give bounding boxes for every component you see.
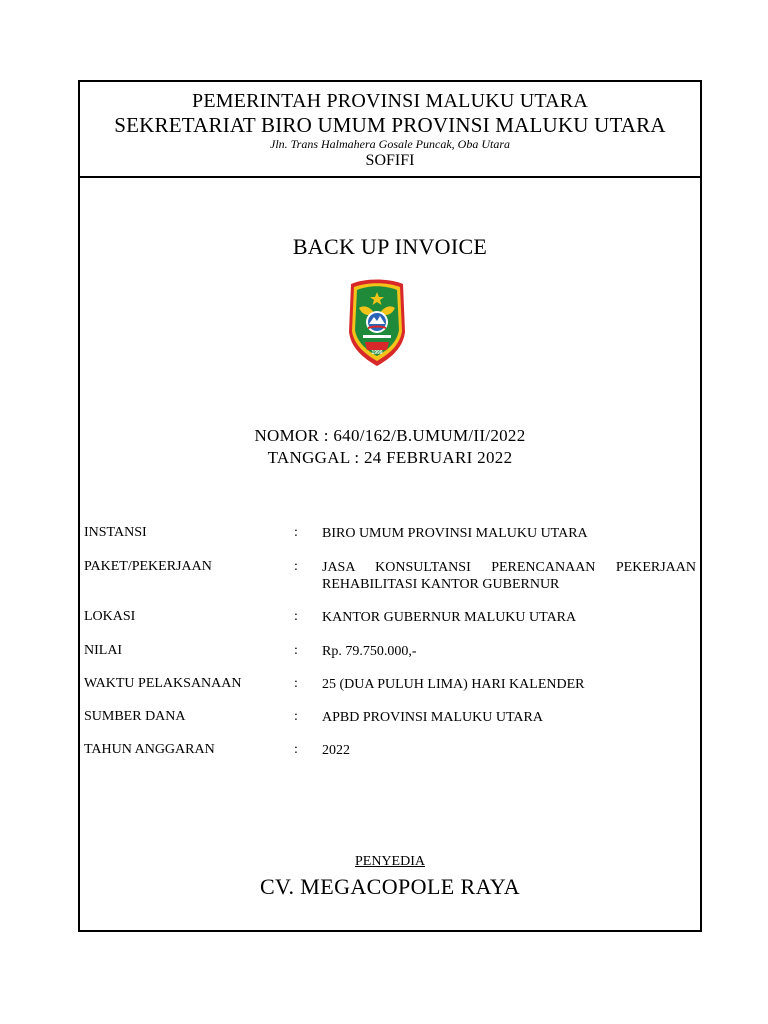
header-city: SOFIFI [365,152,415,169]
field-label: TAHUN ANGGARAN [84,742,215,757]
document-number: NOMOR : 640/162/B.UMUM/II/2022 [254,426,526,445]
emblem-year: 1999 [371,350,383,356]
field-separator: : [294,609,298,624]
field-value: JASA KONSULTANSI PERENCANAAN PEKERJAAN REHABILITASI KANTOR GUBERNUR [322,560,696,592]
header-secretariat: SEKRETARIAT BIRO UMUM PROVINSI MALUKU UTARA [114,113,666,137]
document-date: TANGGAL : 24 FEBRUARI 2022 [267,448,513,467]
field-separator: : [294,559,298,574]
field-label: INSTANSI [84,525,147,540]
penyedia-name: CV. MEGACOPOLE RAYA [259,874,521,899]
field-value: Rp. 79.750.000,- [322,644,417,659]
field-value: APBD PROVINSI MALUKU UTARA [322,710,543,725]
field-separator: : [294,525,298,540]
field-value: BIRO UMUM PROVINSI MALUKU UTARA [322,526,588,541]
field-separator: : [294,643,298,658]
field-separator: : [294,742,298,757]
field-label: LOKASI [84,609,136,624]
penyedia-label: PENYEDIA [355,854,425,869]
field-value: KANTOR GUBERNUR MALUKU UTARA [322,610,577,625]
document-frame [78,80,702,932]
letterhead [80,82,700,178]
field-label: SUMBER DANA [84,709,186,724]
document-title: BACK UP INVOICE [292,234,488,259]
field-label: WAKTU PELAKSANAAN [84,676,242,691]
field-value: 25 (DUA PULUH LIMA) HARI KALENDER [322,677,585,692]
header-address: Jln. Trans Halmahera Gosale Puncak, Oba Utara [270,137,510,151]
field-label: NILAI [84,643,123,658]
field-label: PAKET/PEKERJAAN [84,559,212,574]
field-separator: : [294,676,298,691]
field-separator: : [294,709,298,724]
field-value: 2022 [322,743,350,758]
header-government: PEMERINTAH PROVINSI MALUKU UTARA [192,90,588,112]
